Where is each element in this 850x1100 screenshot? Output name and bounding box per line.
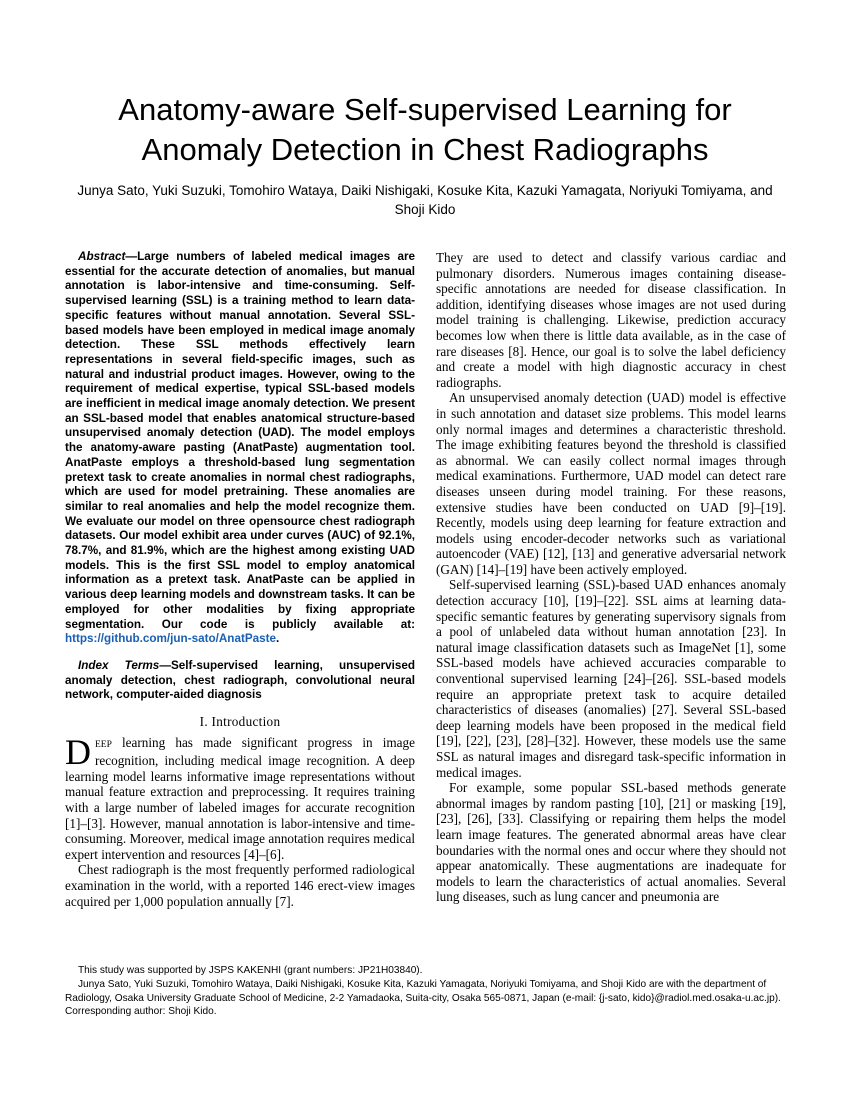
title-line-1: Anatomy-aware Self-supervised Learning for <box>118 92 732 127</box>
abstract-end: . <box>276 632 280 646</box>
abstract-text: —Large numbers of labeled medical images are essential for the accurate detection of anomalies, but manual annotation is labor-intensive and time-consuming. Self-supervised learning (SSL) is a training method to learn data-specific features without manual annotation. Several SSL-based models have been employed in medical image anomaly detection. These SSL methods effectively learn representations in several field-specific images, such as natural and industrial product images. However, owing to the requirement of medical expertise, typical SSL-based models are inefficient in medical image anomaly detection. We present an SSL-based model that enables anatomical structure-based unsupervised anomaly detection (UAD). The model employs the anatomy-aware pasting (AnatPaste) augmentation tool. AnatPaste employs a threshold-based lung segmentation pretext task to create anomalies in normal chest radiographs, which are used for model pretraining. These anomalies are similar to real anomalies and help the model recognize them. We evaluate our model on three opensource chest radiograph datasets. Our model exhibit area under curves (AUC) of 92.1%, 78.7%, and 81.9%, which are the highest among existing UAD models. This is the first SSL model to employ anatomical information as a pretext task. AnatPaste can be applied in various deep learning models and downstream tasks. It can be employed for other modalities by fixing appropriate segmentation. Our code is publicly available at: <box>65 250 415 631</box>
intro-paragraph-2: Chest radiograph is the most frequently performed radiological examination in the world, with a reported 146 erect-view images acquired per 1,000 population annually [7]. <box>65 862 415 909</box>
paper-title <box>0 90 850 170</box>
drop-cap: D <box>65 731 91 772</box>
code-link[interactable]: https://github.com/jun-sato/AnatPaste <box>65 632 277 646</box>
intro-paragraph-1-text: learning has made significant progress in image recognition, including medical image recognition. A deep learning model learns informative image representations without manual feature extraction and preprocessing. It requires training with a large number of labeled images for accurate recognition [1]–[3]. However, manual annotation is labor-intensive and time-consuming. Moreover, medical image annotation requires medical expert intervention and resources [4]–[6]. <box>65 734 415 862</box>
footnote-affiliations: Junya Sato, Yuki Suzuki, Tomohiro Wataya, Daiki Nishigaki, Kosuke Kita, Kazuki Yamagata, Noriyuki Tomiyama, and Shoji Kido are with the department of Radiology, Osaka University Graduate School of Medicine, 2-2 Yamadaoka, Suita-city, Osaka 565-0871, Japan (e-mail: {j-sato, kido}@radiol.med.osaka-u.ac.jp). Corresponding author: Shoji Kido. <box>65 978 781 1018</box>
author-list: Junya Sato, Yuki Suzuki, Tomohiro Wataya, Daiki Nishigaki, Kosuke Kita, Kazuki Yamagata, Noriyuki Tomiyama, and Shoji Kido <box>77 183 773 217</box>
index-terms-label: Index Terms <box>78 658 160 672</box>
right-paragraph-4: For example, some popular SSL-based methods generate abnormal images by random pasting [10], [21] or masking [19], [23], [26], [33]. Classifying or repairing them helps the model learn image features. The generated abnormal areas have clear boundaries with the normal ones and occur where they should not appear anatomically. These augmentations are inadequate for models to learn the characteristics of actual anomalies. Several lung diseases, such as lung cancer and pneumonia are <box>436 780 786 905</box>
footnote <box>65 964 787 1019</box>
abstract-label: Abstract <box>78 250 126 263</box>
index-terms <box>65 659 415 703</box>
footnote-funding: This study was supported by JSPS KAKENHI (grant numbers: JP21H03840). <box>78 965 423 976</box>
right-paragraph-1: They are used to detect and classify various cardiac and pulmonary disorders. Numerous images containing disease-specific annotations are needed for disease classification. In addition, identifying diseases whose images are not used during model training is challenging. Likewise, prediction accuracy becomes low when there is little data available, as in the case of rare diseases [8]. Hence, our goal is to solve the label deficiency and create a model with high diagnostic accuracy in chest radiographs. <box>436 250 786 390</box>
small-caps-text: EEP <box>95 739 112 750</box>
abstract <box>65 250 415 647</box>
index-terms-text: —Self-supervised learning, unsupervised anomaly detection, chest radiograph, convolutional neural network, computer-aided diagnosis <box>65 658 416 702</box>
intro-paragraph-1 <box>65 731 415 863</box>
right-column <box>436 250 786 905</box>
right-paragraph-3: Self-supervised learning (SSL)-based UAD enhances anomaly detection accuracy [10], [19]–[22]. SSL aims at learning data-specific semantic features by generating supervisory signals from a pool of unlabeled data without human annotation [23]. In natural image classification datasets such as ImageNet [1], some SSL-based models have achieved accuracies comparable to conventional supervised learning [24]–[26]. SSL-based models require an appropriate pretext task to acquire detailed characteristics of diseases (anomalies) [27]. Several SSL-based deep learning models have been proposed in the medical field [19], [22], [23], [28]–[32]. However, these models use the same SSL as natural images and disregard task-specific information in medical images. <box>436 577 786 780</box>
right-paragraph-2: An unsupervised anomaly detection (UAD) model is effective in such annotation and dataset size problems. This model learns only normal images and determines a characteristic threshold. The image exhibiting features beyond the threshold is classified as abnormal. We can easily collect normal images through medical examinations. Furthermore, UAD model can detect rare diseases unseen during model training. For these reasons, extensive studies have been conducted on UAD [9]–[19]. Recently, models using deep learning for feature extraction and models using encoder-decoder networks such as variational autoencoder (VAE) [12], [13] and generative adversarial network (GAN) [14]–[19] have been actively employed. <box>436 390 786 577</box>
section-heading-introduction: I. Introduction <box>199 714 281 730</box>
title-line-2: Anomaly Detection in Chest Radiographs <box>141 132 709 167</box>
left-column <box>65 250 415 909</box>
